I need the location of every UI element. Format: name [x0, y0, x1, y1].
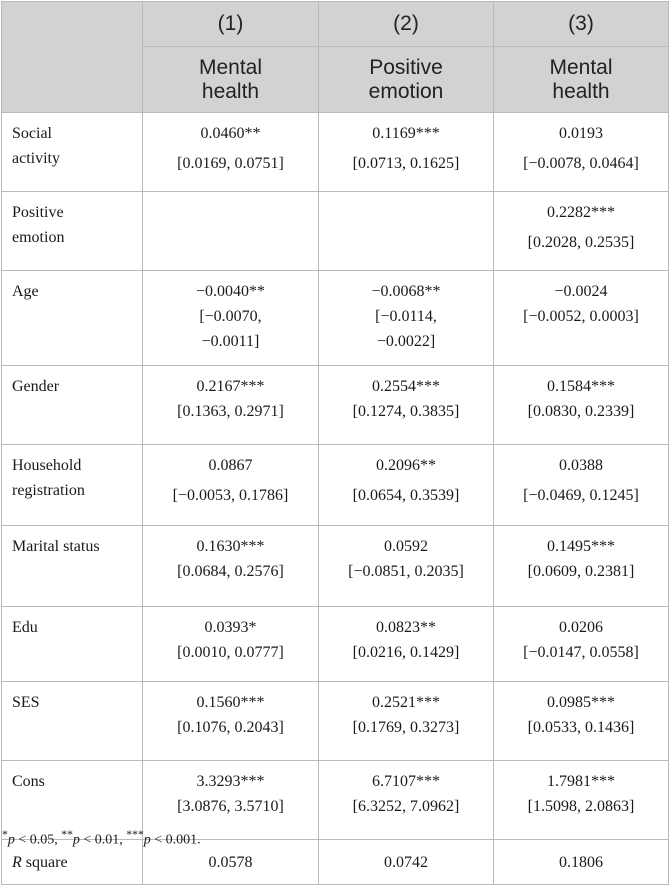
coef: 6.7107***	[372, 773, 440, 790]
footnote-text-3: < 0.001.	[150, 832, 201, 848]
table-cell-empty	[143, 192, 319, 271]
table-cell: 0.1806	[494, 840, 669, 885]
table-footnote	[2, 828, 201, 849]
row-label	[2, 192, 143, 271]
table-cell	[494, 192, 669, 271]
table-cell	[494, 761, 669, 840]
row-label-line1: Positive	[12, 204, 64, 221]
conf-interval-lower: [−0.0070,	[199, 308, 262, 325]
table-cell	[143, 607, 319, 682]
table-cell	[319, 445, 494, 526]
row-label: Cons	[2, 761, 143, 840]
table-cell	[494, 366, 669, 445]
row-label: Age	[2, 271, 143, 366]
table-cell	[494, 113, 669, 192]
col-title-1	[143, 47, 319, 113]
coef: 0.0985***	[547, 694, 615, 711]
row-label	[2, 113, 143, 192]
row-label: Gender	[2, 366, 143, 445]
row-label: SES	[2, 682, 143, 761]
footnote-star-1: *	[2, 828, 8, 841]
coef: 0.0206	[559, 619, 603, 636]
table-cell: 0.0742	[319, 840, 494, 885]
coef: 0.2521***	[372, 694, 440, 711]
table-row	[2, 445, 669, 526]
row-label-line2: registration	[12, 482, 85, 499]
table-cell	[494, 445, 669, 526]
table-cell	[319, 761, 494, 840]
coef: 0.2096**	[376, 457, 436, 474]
coef: 0.2167***	[196, 378, 265, 395]
col-number-3: (3)	[494, 2, 669, 47]
conf-interval: [0.0533, 0.1436]	[527, 719, 635, 736]
coef: 0.0867	[208, 457, 253, 474]
coef: 0.2554***	[372, 378, 440, 395]
row-label: Edu	[2, 607, 143, 682]
header-corner	[2, 2, 143, 113]
conf-interval: [0.0713, 0.1625]	[352, 155, 460, 172]
row-label-line2: activity	[12, 150, 60, 167]
table-row	[2, 113, 669, 192]
coef: 0.0823**	[376, 619, 436, 636]
table-row	[2, 607, 669, 682]
conf-interval: [0.1076, 0.2043]	[177, 719, 284, 736]
conf-interval: [1.5098, 2.0863]	[527, 798, 635, 815]
col-title-2-line2: emotion	[368, 79, 444, 103]
footnote-p-3: p	[143, 832, 151, 848]
table-body	[2, 113, 669, 885]
table-cell	[494, 682, 669, 761]
coef: 0.1584***	[547, 378, 615, 395]
col-title-3-line2: health	[552, 79, 610, 103]
col-number-1: (1)	[143, 2, 319, 47]
coef: 0.1169***	[372, 125, 440, 142]
table-cell	[143, 113, 319, 192]
table-cell	[494, 607, 669, 682]
conf-interval: [0.0654, 0.3539]	[352, 487, 460, 504]
table-row	[2, 192, 669, 271]
table-cell: 0.0578	[143, 840, 319, 885]
footnote-star-2: **	[61, 828, 73, 841]
coef: 0.1630***	[196, 538, 265, 555]
table-cell	[494, 271, 669, 366]
row-label	[2, 445, 143, 526]
table-cell	[143, 682, 319, 761]
conf-interval: [0.1274, 0.3835]	[352, 403, 460, 420]
row-label-line1: Social	[12, 125, 52, 142]
conf-interval: [−0.0147, 0.0558]	[523, 644, 639, 661]
table-row	[2, 366, 669, 445]
row-label-line1: Household	[12, 457, 82, 474]
table-cell-empty	[319, 192, 494, 271]
conf-interval-upper: −0.0022]	[376, 333, 436, 350]
conf-interval: [3.0876, 3.5710]	[177, 798, 284, 815]
coef: −0.0040**	[195, 283, 266, 300]
conf-interval: [0.0169, 0.0751]	[177, 155, 284, 172]
table-row	[2, 526, 669, 607]
footnote-p-2: p	[72, 832, 80, 848]
conf-interval: [0.1769, 0.3273]	[352, 719, 460, 736]
conf-interval: [−0.0078, 0.0464]	[523, 155, 639, 172]
conf-interval: [−0.0469, 0.1245]	[523, 487, 639, 504]
conf-interval: [0.0830, 0.2339]	[527, 403, 635, 420]
coef: 0.1495***	[547, 538, 615, 555]
table-cell	[319, 366, 494, 445]
coef: 0.0388	[559, 457, 603, 474]
row-label: Marital status	[2, 526, 143, 607]
conf-interval: [0.0609, 0.2381]	[527, 563, 635, 580]
table-cell	[319, 526, 494, 607]
conf-interval: [−0.0052, 0.0003]	[523, 308, 639, 325]
regression-table	[1, 1, 669, 885]
row-label-line2: emotion	[12, 229, 65, 246]
conf-interval: [0.0216, 0.1429]	[352, 644, 460, 661]
table-header	[2, 2, 669, 113]
conf-interval: [0.1363, 0.2971]	[177, 403, 284, 420]
col-title-1-line2: health	[201, 79, 260, 103]
conf-interval: [6.3252, 7.0962]	[352, 798, 460, 815]
conf-interval: [−0.0851, 0.2035]	[348, 563, 464, 580]
coef: 0.0460**	[200, 125, 261, 142]
table-row	[2, 271, 669, 366]
col-number-2: (2)	[319, 2, 494, 47]
conf-interval-upper: −0.0011]	[201, 333, 260, 350]
coef: 0.0193	[559, 125, 603, 142]
coef: −0.0024	[554, 283, 608, 300]
conf-interval: [0.0684, 0.2576]	[177, 563, 284, 580]
col-title-3	[494, 47, 669, 113]
coef: 0.2282***	[547, 204, 615, 221]
coef: 1.7981***	[547, 773, 615, 790]
coef: 0.1560***	[196, 694, 265, 711]
coef: −0.0068**	[371, 283, 441, 300]
table-row	[2, 682, 669, 761]
footnote-p-1: p	[7, 832, 15, 848]
footnote-text-2: < 0.01,	[79, 832, 127, 848]
table-cell	[319, 682, 494, 761]
conf-interval: [0.0010, 0.0777]	[177, 644, 284, 661]
row-label-italic: R	[12, 853, 22, 871]
col-title-2	[319, 47, 494, 113]
conf-interval: [−0.0053, 0.1786]	[172, 487, 289, 504]
conf-interval: [0.2028, 0.2535]	[527, 234, 635, 251]
table-cell	[143, 366, 319, 445]
col-title-1-line1: Mental	[198, 55, 263, 79]
table-cell	[319, 113, 494, 192]
footnote-star-3: ***	[126, 828, 144, 841]
coef: 0.0393*	[204, 619, 257, 636]
conf-interval-lower: [−0.0114,	[375, 308, 437, 325]
coef: 0.0592	[384, 538, 428, 555]
table-cell	[143, 445, 319, 526]
col-title-2-line1: Positive	[369, 55, 443, 79]
row-label-rest: square	[21, 853, 68, 871]
footnote-text-1: < 0.05,	[14, 832, 62, 848]
table-cell	[319, 271, 494, 366]
table-cell	[143, 271, 319, 366]
table-cell	[319, 607, 494, 682]
table-cell	[143, 526, 319, 607]
table-cell	[494, 526, 669, 607]
coef: 3.3293***	[196, 773, 265, 790]
col-title-3-line1: Mental	[549, 55, 613, 79]
